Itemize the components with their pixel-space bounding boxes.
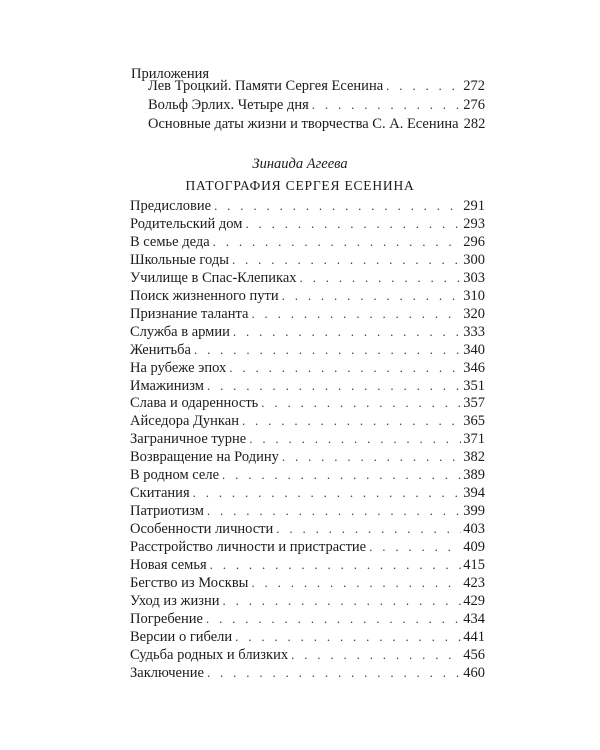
toc-entry-title: В семье деда	[130, 233, 210, 250]
toc-entry-page: 415	[463, 557, 485, 573]
toc-entry-page: 340	[463, 341, 485, 358]
dot-leader	[300, 269, 462, 287]
toc-entry-title: Основные даты жизни и творчества С. А. Есенина	[148, 116, 459, 132]
toc-entry-title: Патриотизм	[130, 503, 204, 520]
toc-entry	[130, 448, 485, 466]
toc-entry-page: 300	[463, 251, 485, 268]
toc-entry-page: 291	[463, 198, 485, 214]
toc-entry-page: 429	[463, 592, 485, 609]
toc-entry	[130, 610, 485, 628]
toc-entry-title: Предисловие	[130, 198, 212, 214]
toc-entry-title: Училище в Спас-Клепиках	[130, 269, 297, 286]
toc-entry-title: Поиск жизненного пути	[130, 287, 279, 304]
toc-entry-title: Признание таланта	[130, 305, 249, 322]
toc-entry	[130, 305, 485, 323]
dot-leader	[249, 430, 461, 448]
toc-entry-title: Уход из жизни	[130, 592, 220, 609]
toc-entry-page: 460	[463, 664, 485, 681]
dot-leader	[233, 323, 461, 341]
dot-leader	[207, 664, 461, 682]
dot-leader	[261, 394, 461, 412]
toc-entry	[130, 646, 485, 664]
toc-entry	[130, 269, 485, 287]
dot-leader	[312, 96, 461, 114]
toc-entry	[130, 341, 485, 359]
toc-entry	[130, 412, 485, 430]
dot-leader	[276, 520, 461, 538]
toc-entry	[130, 287, 485, 305]
toc-entry-page: 423	[463, 574, 485, 591]
toc-entry	[148, 115, 485, 133]
toc-entry	[130, 538, 485, 556]
toc-entry-page: 357	[463, 395, 485, 412]
toc-entry-page: 276	[463, 97, 485, 113]
dot-leader	[213, 233, 462, 251]
toc-entry-page: 296	[463, 233, 485, 250]
toc-entry	[130, 430, 485, 448]
toc-entry-title: Вольф Эрлих. Четыре дня	[148, 97, 309, 113]
dot-leader	[291, 646, 461, 664]
author-name: Зинаида Агеева	[252, 156, 348, 172]
toc-entry-page: 346	[463, 359, 485, 376]
dot-leader	[369, 538, 461, 556]
dot-leader	[194, 341, 461, 359]
toc-entry	[130, 359, 485, 377]
toc-entry	[130, 215, 485, 233]
toc-entry-page: 303	[463, 269, 485, 286]
toc-entry-page: 272	[463, 78, 485, 94]
dot-leader	[245, 215, 461, 233]
toc-entry	[130, 466, 485, 484]
toc-entry	[130, 197, 485, 215]
toc-entry-title: Новая семья	[130, 557, 207, 573]
toc-entry-title: Расстройство личности и пристрастие	[130, 539, 367, 556]
toc-entry-page: 282	[463, 116, 486, 132]
toc-entry-page: 382	[463, 449, 485, 466]
dot-leader	[242, 412, 461, 430]
toc-entry	[130, 664, 485, 682]
toc-entry-title: Судьба родных и близких	[130, 646, 289, 663]
dot-leader	[232, 251, 461, 269]
dot-leader	[251, 574, 461, 592]
toc-entry	[130, 628, 485, 646]
toc-entry-title: Айседора Дункан	[130, 413, 239, 430]
dot-leader	[207, 377, 461, 395]
toc-entry-page: 365	[463, 413, 485, 430]
dot-leader	[222, 466, 461, 484]
toc-entry-page: 441	[463, 628, 485, 645]
toc-entry-title: Служба в армии	[130, 323, 230, 340]
toc-entry	[130, 484, 485, 502]
toc-entry	[130, 233, 485, 251]
toc-entry	[130, 394, 485, 412]
toc-entry-title: Особенности личности	[130, 521, 274, 538]
toc-entry-title: В родном селе	[130, 467, 220, 484]
toc-entry-title: На рубеже эпох	[130, 359, 227, 376]
dot-leader	[207, 502, 461, 520]
dot-leader	[251, 305, 461, 323]
toc-entry-page: 320	[463, 305, 485, 322]
toc-entry-page: 394	[463, 485, 485, 502]
toc-entry-page: 293	[463, 215, 485, 232]
dot-leader	[193, 484, 462, 502]
toc-entry	[130, 323, 485, 341]
toc-entry-title: Заключение	[130, 664, 204, 681]
dot-leader	[235, 628, 461, 646]
toc-entry-page: 371	[463, 431, 485, 448]
toc-entry-title: Версии о гибели	[130, 628, 233, 645]
toc-entry	[130, 574, 485, 592]
toc-entry-title: Погребение	[130, 610, 203, 627]
toc-entry	[130, 556, 485, 574]
toc-entry-page: 389	[463, 467, 485, 484]
toc-entry-page: 351	[463, 377, 485, 394]
appendix-heading: Приложения	[131, 66, 210, 82]
toc-entry-page: 403	[463, 521, 485, 538]
toc-entry	[130, 520, 485, 538]
dot-leader	[229, 359, 461, 377]
toc-entry-page: 399	[463, 503, 485, 520]
toc-entry-page: 456	[463, 646, 485, 663]
dot-leader	[282, 448, 461, 466]
toc-entry-title: Скитания	[130, 485, 190, 502]
dot-leader	[282, 287, 462, 305]
toc-entry-title: Слава и одаренность	[130, 395, 259, 412]
toc-entry	[148, 77, 485, 95]
dot-leader	[214, 197, 461, 215]
toc-entry-title: Имажинизм	[130, 377, 204, 394]
dot-leader	[223, 592, 462, 610]
toc-entry	[130, 592, 485, 610]
toc-entry-title: Бегство из Москвы	[130, 574, 249, 591]
dot-leader	[210, 556, 462, 574]
dot-leader	[386, 77, 461, 95]
toc-entry-title: Лев Троцкий. Памяти Сергея Есенина	[148, 78, 384, 94]
toc-entry-title: Женитьба	[130, 341, 191, 358]
toc-entry-page: 333	[463, 323, 485, 340]
toc-entry	[130, 251, 485, 269]
toc-entry-title: Школьные годы	[130, 251, 229, 268]
toc-entry-title: Возвращение на Родину	[130, 449, 279, 466]
toc-entry-page: 409	[463, 539, 485, 556]
toc-entry	[148, 96, 485, 114]
toc-entry-title: Родительский дом	[130, 215, 243, 232]
toc-entry-page: 434	[463, 610, 485, 627]
book-title: ПАТОГРАФИЯ СЕРГЕЯ ЕСЕНИНА	[185, 178, 415, 193]
dot-leader	[206, 610, 461, 628]
toc-entry-page: 310	[463, 287, 485, 304]
toc-entry	[130, 502, 485, 520]
toc-entry	[130, 377, 485, 395]
toc-entry-title: Заграничное турне	[130, 431, 247, 448]
